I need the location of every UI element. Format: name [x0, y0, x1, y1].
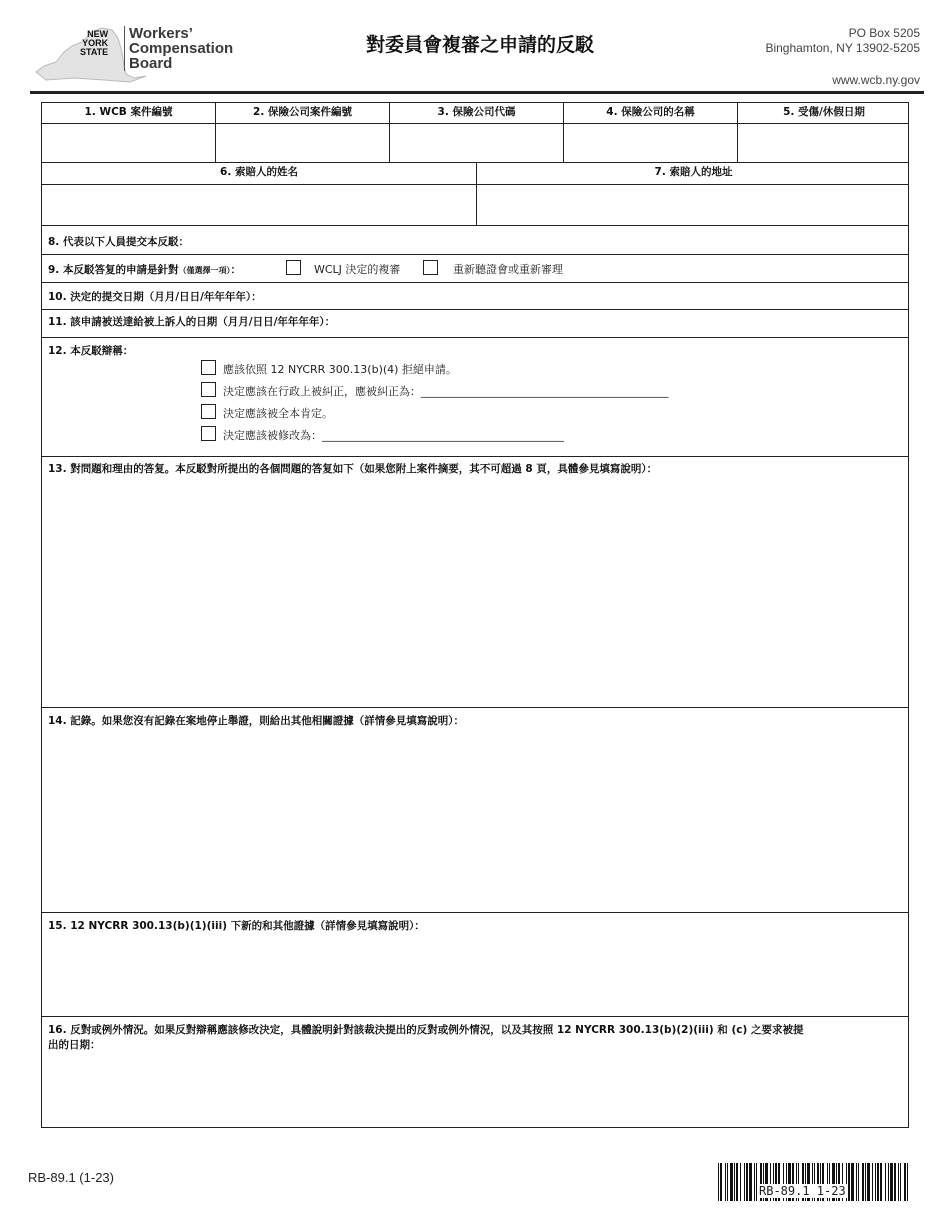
service-date-label: 11. 該申請被送達給被上訴人的日期（月月/日日/年年年年）：: [48, 316, 336, 328]
rebuttal-target-row: [42, 255, 908, 283]
claimant-header-row: [42, 163, 908, 185]
logo-org-text: Workers’ Compensation Board: [124, 26, 233, 71]
case-header-row: [42, 103, 908, 124]
modify-checkbox[interactable]: [201, 426, 216, 441]
filed-on-behalf-row[interactable]: [42, 226, 908, 255]
carrier-code-field[interactable]: [390, 124, 564, 162]
claimant-name-label: 6. 索賠人的姓名: [42, 163, 477, 184]
modify-label: 決定應該被修改為：____________________________________________: [223, 429, 564, 442]
carrier-name-field[interactable]: [564, 124, 738, 162]
correct-administratively-checkbox[interactable]: [201, 382, 216, 397]
city-line: Binghamton, NY 13902-5205: [765, 41, 920, 55]
form-code: RB-89.1 (1-23): [28, 1170, 114, 1185]
rebuttal-target-label: 9. 本反駁答复的申請是針對（僅選擇一項）：: [48, 264, 241, 276]
deny-application-label: 應該依照 12 NYCRR 300.13(b)(4) 拒絕申請。: [223, 363, 457, 376]
claimant-address-label: 7. 索賠人的地址: [654, 166, 733, 178]
page-title: 對委員會複審之申請的反駁: [365, 34, 594, 56]
address-block: [765, 26, 920, 56]
barcode-text: RB-89.1 1-23: [759, 1184, 846, 1198]
record-section[interactable]: [42, 708, 908, 913]
filed-on-behalf-label: 8. 代表以下人員提交本反駁：: [48, 236, 189, 248]
wcb-case-number-label: 1. WCB 案件編號: [42, 103, 216, 123]
carrier-code-label: 3. 保險公司代碼: [390, 103, 564, 123]
carrier-case-number-label: 2. 保險公司案件編號: [216, 103, 390, 123]
deny-application-checkbox[interactable]: [201, 360, 216, 375]
claimant-input-row: [42, 185, 908, 226]
wcb-case-number-field[interactable]: [42, 124, 216, 162]
rebuttal-argues-section: [42, 338, 908, 457]
issues-response-label: 13. 對問題和理由的答复。本反駁對所提出的各個問題的答复如下（如果您附上案件摘要，其不可超過 8 頁，具體參見填寫說明）：: [48, 463, 658, 475]
carrier-name-label: 4. 保險公司的名稱: [564, 103, 738, 123]
new-evidence-section[interactable]: [42, 913, 908, 1017]
wclj-review-checkbox[interactable]: [286, 260, 301, 275]
rehearing-checkbox[interactable]: [423, 260, 438, 275]
claimant-name-field[interactable]: [42, 185, 477, 225]
rehearing-label: 重新聽證會或重新審理: [453, 263, 563, 276]
objections-section[interactable]: [42, 1017, 908, 1129]
affirm-label: 決定應該被全本肯定。: [223, 407, 333, 420]
issues-response-section[interactable]: [42, 457, 908, 708]
objections-label-line2: 出的日期：: [48, 1039, 101, 1051]
affirm-checkbox[interactable]: [201, 404, 216, 419]
record-label: 14. 記錄。如果您沒有記錄在案地停止舉證，則給出其他相關證據（詳情參見填寫說明）：: [48, 715, 465, 727]
decision-date-label: 10. 決定的提交日期（月月/日日/年年年年）：: [48, 291, 262, 303]
service-date-row[interactable]: [42, 310, 908, 338]
date-of-injury-field[interactable]: [738, 124, 910, 162]
date-of-injury-label: 5. 受傷/休假日期: [783, 106, 865, 118]
decision-date-row[interactable]: [42, 283, 908, 310]
rebuttal-argues-label: 12. 本反駁辯稱：: [48, 345, 134, 357]
carrier-case-number-field[interactable]: [216, 124, 390, 162]
website-link[interactable]: www.wcb.ny.gov: [832, 73, 920, 87]
header-divider: [30, 91, 924, 94]
case-input-row: [42, 124, 908, 163]
new-evidence-label: 15. 12 NYCRR 300.13(b)(1)(iii) 下新的和其他證據（詳情參見填寫說明）：: [48, 920, 425, 932]
correct-administratively-label: 決定應該在行政上被糾正，應被糾正為：_____________________________________________: [223, 385, 669, 398]
wclj-review-label: WCLJ 決定的複審: [314, 263, 401, 276]
form-body: [41, 102, 909, 1128]
logo-state-text: NEW YORK STATE: [80, 29, 109, 57]
objections-label-line1: 16. 反對或例外情況。如果反對辯稱應該修改決定，具體說明針對該裁決提出的反對或例外情況，以及其按照 12 NYCRR 300.13(b)(2)(iii) 和 (c) 之要求被提: [48, 1024, 804, 1036]
claimant-address-field[interactable]: [477, 185, 910, 225]
po-box: PO Box 5205: [848, 26, 920, 40]
